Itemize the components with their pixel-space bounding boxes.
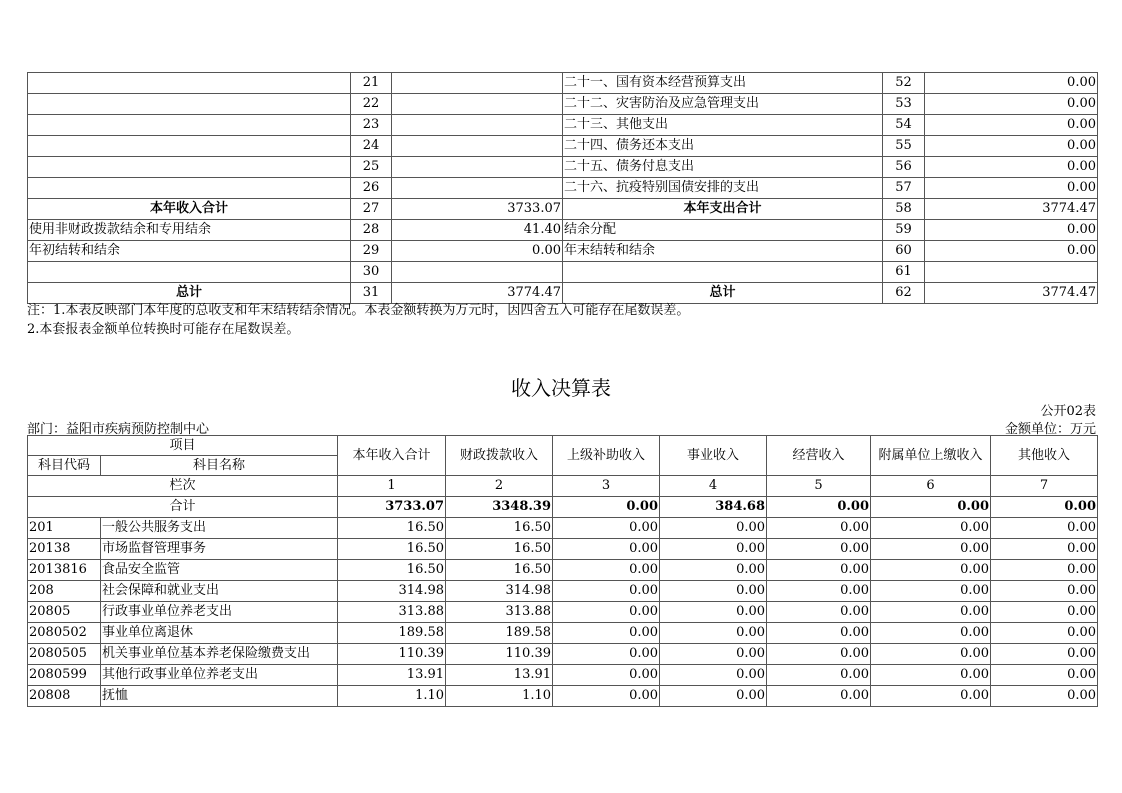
income-amount	[392, 115, 563, 136]
form-code: 公开02表	[1040, 404, 1096, 419]
expense-amount: 0.00	[925, 241, 1098, 262]
expense-amount: 0.00	[925, 220, 1098, 241]
expense-amount: 0.00	[925, 178, 1098, 199]
income-line-no: 30	[351, 262, 392, 283]
total-value: 0.00	[553, 497, 660, 518]
amount-cell: 0.00	[991, 539, 1098, 560]
department-label: 部门：益阳市疾病预防控制中心	[27, 422, 210, 437]
header-row-3	[28, 476, 1098, 497]
amount-cell: 0.00	[660, 665, 767, 686]
income-line-no: 22	[351, 94, 392, 115]
total-value: 0.00	[767, 497, 871, 518]
subject-code: 201	[28, 518, 101, 539]
table-row	[28, 518, 1098, 539]
expense-item-label: 年末结转和结余	[563, 241, 883, 262]
expense-item-label: 二十二、灾害防治及应急管理支出	[563, 94, 883, 115]
income-line-no: 31	[351, 283, 392, 304]
amount-cell: 0.00	[991, 560, 1098, 581]
amount-cell: 16.50	[446, 560, 553, 581]
summary-row	[28, 220, 1098, 241]
amount-unit: 金额单位：万元	[1004, 422, 1096, 437]
amount-cell: 0.00	[871, 581, 991, 602]
expense-item-label: 本年支出合计	[563, 199, 883, 220]
subject-name: 事业单位离退休	[101, 623, 338, 644]
total-row	[28, 497, 1098, 518]
amount-cell: 0.00	[660, 539, 767, 560]
income-amount: 0.00	[392, 241, 563, 262]
expense-amount: 0.00	[925, 136, 1098, 157]
amount-cell: 314.98	[446, 581, 553, 602]
col-number-1: 1	[338, 476, 446, 497]
amount-cell: 0.00	[553, 623, 660, 644]
expense-amount	[925, 262, 1098, 283]
amount-cell: 0.00	[991, 518, 1098, 539]
income-item-label: 本年收入合计	[28, 199, 351, 220]
amount-cell: 0.00	[767, 539, 871, 560]
header-col-3: 上级补助收入	[553, 436, 660, 476]
amount-cell: 0.00	[991, 644, 1098, 665]
amount-cell: 0.00	[553, 644, 660, 665]
total-label: 合计	[28, 497, 338, 518]
summary-row	[28, 241, 1098, 262]
summary-row	[28, 262, 1098, 283]
income-item-label: 总计	[28, 283, 351, 304]
amount-cell: 0.00	[767, 644, 871, 665]
amount-cell: 0.00	[660, 686, 767, 707]
expense-item-label: 总计	[563, 283, 883, 304]
amount-cell: 16.50	[338, 539, 446, 560]
income-item-label	[28, 178, 351, 199]
subject-name: 机关事业单位基本养老保险缴费支出	[101, 644, 338, 665]
amount-cell: 0.00	[991, 623, 1098, 644]
subject-code: 2080505	[28, 644, 101, 665]
expense-line-no: 58	[883, 199, 925, 220]
expense-line-no: 56	[883, 157, 925, 178]
expense-line-no: 61	[883, 262, 925, 283]
summary-row	[28, 73, 1098, 94]
amount-cell: 0.00	[553, 581, 660, 602]
header-row-1	[28, 436, 1098, 456]
amount-cell: 0.00	[767, 623, 871, 644]
expense-line-no: 60	[883, 241, 925, 262]
amount-cell: 0.00	[660, 644, 767, 665]
income-item-label	[28, 262, 351, 283]
amount-cell: 0.00	[871, 623, 991, 644]
expense-amount: 0.00	[925, 94, 1098, 115]
amount-cell: 189.58	[446, 623, 553, 644]
subject-name: 社会保障和就业支出	[101, 581, 338, 602]
subject-code: 20808	[28, 686, 101, 707]
expense-line-no: 53	[883, 94, 925, 115]
header-col-6: 附属单位上缴收入	[871, 436, 991, 476]
amount-cell: 0.00	[871, 539, 991, 560]
subject-code: 20805	[28, 602, 101, 623]
expense-amount: 3774.47	[925, 199, 1098, 220]
amount-cell: 0.00	[553, 686, 660, 707]
amount-cell: 189.58	[338, 623, 446, 644]
expense-item-label: 二十三、其他支出	[563, 115, 883, 136]
income-item-label	[28, 115, 351, 136]
expense-item-label: 二十六、抗疫特别国债安排的支出	[563, 178, 883, 199]
income-amount: 3774.47	[392, 283, 563, 304]
expense-amount: 3774.47	[925, 283, 1098, 304]
subject-code: 2080599	[28, 665, 101, 686]
expense-item-label	[563, 262, 883, 283]
table-row	[28, 602, 1098, 623]
expense-item-label: 二十四、债务还本支出	[563, 136, 883, 157]
expense-line-no: 55	[883, 136, 925, 157]
amount-cell: 0.00	[553, 560, 660, 581]
header-col-7: 其他收入	[991, 436, 1098, 476]
header-subject-name: 科目名称	[101, 456, 338, 476]
income-item-label	[28, 157, 351, 178]
income-amount	[392, 94, 563, 115]
expense-line-no: 54	[883, 115, 925, 136]
header-col-order: 栏次	[28, 476, 338, 497]
expense-line-no: 52	[883, 73, 925, 94]
income-line-no: 26	[351, 178, 392, 199]
income-amount	[392, 157, 563, 178]
income-amount: 3733.07	[392, 199, 563, 220]
subject-name: 市场监督管理事务	[101, 539, 338, 560]
income-line-no: 29	[351, 241, 392, 262]
income-line-no: 28	[351, 220, 392, 241]
income-item-label: 使用非财政拨款结余和专用结余	[28, 220, 351, 241]
note-line-1: 注：1.本表反映部门本年度的总收支和年末结转结余情况。本表金额转换为万元时，因四舍五入可能存在尾数误差。	[27, 303, 690, 318]
income-line-no: 23	[351, 115, 392, 136]
header-col-1: 本年收入合计	[338, 436, 446, 476]
expense-amount: 0.00	[925, 157, 1098, 178]
subject-name: 行政事业单位养老支出	[101, 602, 338, 623]
amount-cell: 0.00	[871, 686, 991, 707]
amount-cell: 0.00	[553, 539, 660, 560]
total-value: 0.00	[871, 497, 991, 518]
subject-code: 2013816	[28, 560, 101, 581]
amount-cell: 313.88	[338, 602, 446, 623]
expense-item-label: 结余分配	[563, 220, 883, 241]
amount-cell: 110.39	[338, 644, 446, 665]
table-row	[28, 581, 1098, 602]
table-row	[28, 560, 1098, 581]
summary-row	[28, 157, 1098, 178]
amount-cell: 0.00	[660, 581, 767, 602]
expense-line-no: 62	[883, 283, 925, 304]
subject-name: 其他行政事业单位养老支出	[101, 665, 338, 686]
subject-code: 208	[28, 581, 101, 602]
subject-name: 食品安全监管	[101, 560, 338, 581]
amount-cell: 1.10	[338, 686, 446, 707]
subject-name: 抚恤	[101, 686, 338, 707]
amount-cell: 0.00	[767, 560, 871, 581]
col-number-2: 2	[446, 476, 553, 497]
header-col-5: 经营收入	[767, 436, 871, 476]
amount-cell: 13.91	[446, 665, 553, 686]
amount-cell: 0.00	[553, 518, 660, 539]
amount-cell: 16.50	[446, 518, 553, 539]
amount-cell: 0.00	[767, 686, 871, 707]
col-number-5: 5	[767, 476, 871, 497]
amount-cell: 13.91	[338, 665, 446, 686]
amount-cell: 0.00	[767, 518, 871, 539]
amount-cell: 0.00	[553, 602, 660, 623]
amount-cell: 0.00	[871, 602, 991, 623]
table-row	[28, 644, 1098, 665]
income-table-title: 收入决算表	[511, 376, 611, 400]
summary-row	[28, 136, 1098, 157]
summary-row	[28, 178, 1098, 199]
summary-row	[28, 199, 1098, 220]
expense-line-no: 57	[883, 178, 925, 199]
amount-cell: 16.50	[338, 560, 446, 581]
amount-cell: 0.00	[660, 623, 767, 644]
total-value: 3348.39	[446, 497, 553, 518]
amount-cell: 0.00	[871, 518, 991, 539]
amount-cell: 16.50	[446, 539, 553, 560]
summary-row	[28, 94, 1098, 115]
amount-cell: 0.00	[991, 686, 1098, 707]
income-amount	[392, 178, 563, 199]
income-amount	[392, 136, 563, 157]
col-number-4: 4	[660, 476, 767, 497]
income-line-no: 24	[351, 136, 392, 157]
amount-cell: 0.00	[660, 518, 767, 539]
amount-cell: 0.00	[660, 560, 767, 581]
col-number-7: 7	[991, 476, 1098, 497]
amount-cell: 314.98	[338, 581, 446, 602]
amount-cell: 0.00	[991, 602, 1098, 623]
amount-cell: 0.00	[991, 665, 1098, 686]
expense-amount: 0.00	[925, 115, 1098, 136]
income-item-label	[28, 136, 351, 157]
table-row	[28, 623, 1098, 644]
table-row	[28, 665, 1098, 686]
income-table	[27, 435, 1098, 707]
subject-code: 20138	[28, 539, 101, 560]
amount-cell: 0.00	[553, 665, 660, 686]
total-value: 384.68	[660, 497, 767, 518]
summary-row	[28, 115, 1098, 136]
col-number-6: 6	[871, 476, 991, 497]
income-item-label: 年初结转和结余	[28, 241, 351, 262]
amount-cell: 1.10	[446, 686, 553, 707]
amount-cell: 0.00	[871, 644, 991, 665]
amount-cell: 313.88	[446, 602, 553, 623]
income-amount	[392, 73, 563, 94]
amount-cell: 0.00	[991, 581, 1098, 602]
amount-cell: 16.50	[338, 518, 446, 539]
amount-cell: 0.00	[767, 581, 871, 602]
header-col-2: 财政拨款收入	[446, 436, 553, 476]
expense-amount: 0.00	[925, 73, 1098, 94]
income-line-no: 25	[351, 157, 392, 178]
table-row	[28, 539, 1098, 560]
expense-line-no: 59	[883, 220, 925, 241]
header-col-4: 事业收入	[660, 436, 767, 476]
total-value: 0.00	[991, 497, 1098, 518]
expense-item-label: 二十五、债务付息支出	[563, 157, 883, 178]
header-subject-code: 科目代码	[28, 456, 101, 476]
col-number-3: 3	[553, 476, 660, 497]
table-row	[28, 686, 1098, 707]
total-value: 3733.07	[338, 497, 446, 518]
income-item-label	[28, 73, 351, 94]
subject-code: 2080502	[28, 623, 101, 644]
amount-cell: 0.00	[871, 560, 991, 581]
note-line-2: 2.本套报表金额单位转换时可能存在尾数误差。	[27, 322, 300, 337]
amount-cell: 0.00	[871, 665, 991, 686]
income-amount: 41.40	[392, 220, 563, 241]
amount-cell: 0.00	[767, 665, 871, 686]
amount-cell: 0.00	[660, 602, 767, 623]
income-amount	[392, 262, 563, 283]
expense-item-label: 二十一、国有资本经营预算支出	[563, 73, 883, 94]
summary-table	[27, 72, 1098, 304]
summary-row	[28, 283, 1098, 304]
header-item: 项目	[28, 436, 338, 456]
amount-cell: 0.00	[767, 602, 871, 623]
income-line-no: 21	[351, 73, 392, 94]
income-line-no: 27	[351, 199, 392, 220]
amount-cell: 110.39	[446, 644, 553, 665]
subject-name: 一般公共服务支出	[101, 518, 338, 539]
income-item-label	[28, 94, 351, 115]
